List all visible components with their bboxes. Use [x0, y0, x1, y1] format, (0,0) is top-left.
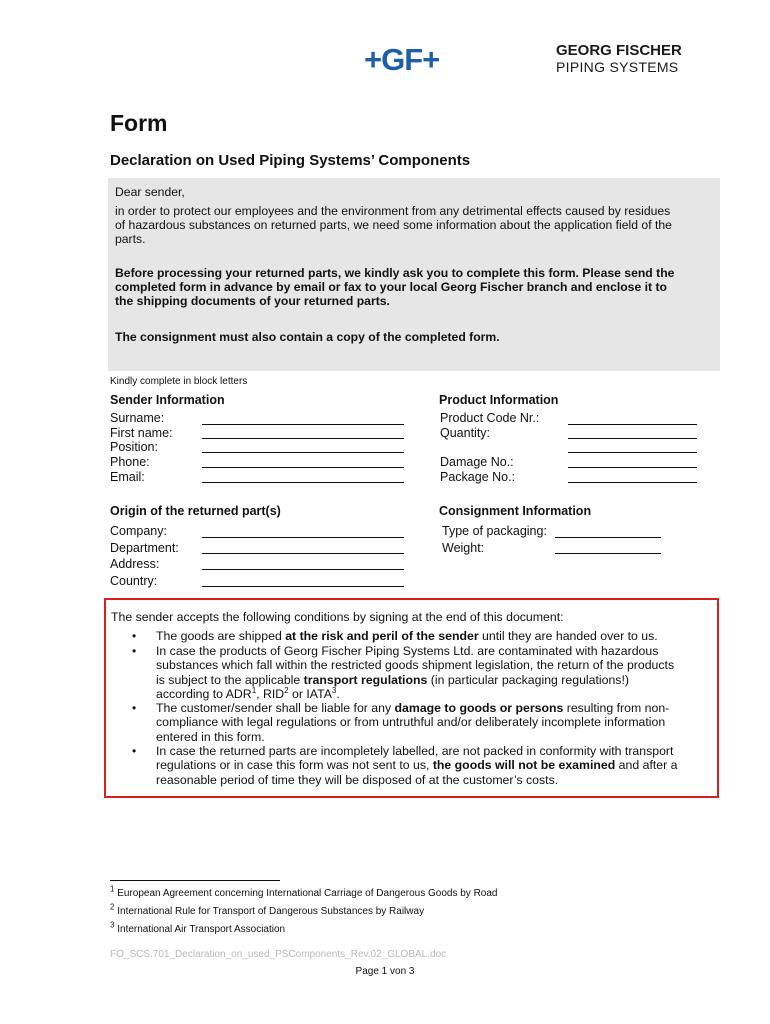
intro-line: The consignment must also contain a copy of the completed form.	[115, 330, 500, 344]
condition-3: The customer/sender shall be liable for any damage to goods or persons resulting from non- compliance with legal regulations or from untruthful and/or deliberately incomplete information entered in this form.	[156, 701, 670, 744]
address-field[interactable]	[202, 569, 404, 570]
address-label: Address:	[110, 557, 160, 571]
intro-line: in order to protect our employees and the environment from any detrimental effects caused by residues	[115, 204, 671, 218]
packaging-label: Type of packaging:	[442, 524, 547, 538]
damage-no-field[interactable]	[568, 467, 697, 468]
country-label: Country:	[110, 574, 158, 588]
bullet-icon: •	[132, 701, 137, 715]
country-field[interactable]	[202, 586, 404, 587]
position-field[interactable]	[202, 452, 404, 453]
product-info-heading: Product Information	[439, 393, 559, 407]
page-number: Page 1 von 3	[355, 966, 415, 977]
packaging-field[interactable]	[555, 537, 661, 538]
intro-line: completed form in advance by email or fax to your local Georg Fischer branch and enclose it to	[115, 280, 667, 294]
form-subtitle: Declaration on Used Piping Systems’ Components	[110, 152, 471, 169]
conditions-intro: The sender accepts the following conditions by signing at the end of this document:	[111, 610, 564, 624]
weight-field[interactable]	[555, 553, 661, 554]
package-no-field[interactable]	[568, 482, 697, 483]
product-code-label: Product Code Nr.:	[440, 411, 540, 425]
greeting: Dear sender,	[115, 185, 185, 199]
bullet-icon: •	[132, 629, 137, 643]
company-label: Company:	[110, 524, 167, 538]
bullet-icon: •	[132, 744, 137, 758]
department-field[interactable]	[202, 553, 404, 554]
condition-2: In case the products of Georg Fischer Piping Systems Ltd. are contaminated with hazardous substances which fall within the restricted goods shipment legislation, the return of the products is subject to the applicable transport regulations (in particular packaging regulations!) according to ADR$^1$, RID$^2$ or IATA$^3$.	[156, 644, 675, 701]
email-field[interactable]	[202, 482, 404, 483]
intro-line: the shipping documents of your returned parts.	[115, 294, 390, 308]
surname-field[interactable]	[202, 424, 404, 425]
instructions: Kindly complete in block letters	[110, 376, 248, 387]
quantity-field[interactable]	[568, 438, 697, 439]
conditions-box	[104, 598, 719, 798]
origin-heading: Origin of the returned part(s)	[110, 504, 281, 518]
position-label: Position:	[110, 440, 158, 454]
gf-logo: +GF+	[364, 42, 440, 77]
department-label: Department:	[110, 541, 179, 555]
package-no-label: Package No.:	[440, 470, 516, 484]
bullet-icon: •	[132, 644, 137, 658]
intro-box	[108, 178, 720, 371]
intro-line: of hazardous substances on returned parts, we need some information about the application field of the	[115, 218, 672, 232]
email-label: Email:	[110, 470, 145, 484]
consignment-heading: Consignment Information	[439, 504, 592, 518]
sender-info-heading: Sender Information	[110, 393, 225, 407]
weight-label: Weight:	[442, 541, 485, 555]
condition-1: The goods are shipped at the risk and peril of the sender until they are handed over to us.	[156, 629, 658, 643]
intro-line: parts.	[115, 232, 146, 246]
phone-label: Phone:	[110, 455, 150, 469]
company-division: PIPING SYSTEMS	[556, 59, 679, 75]
footnote-2: $^2$ International Rule for Transport of Dangerous Substances by Railway	[110, 902, 425, 917]
page-title: Form	[110, 110, 168, 136]
footnote-1: $^1$ European Agreement concerning International Carriage of Dangerous Goods by Road	[110, 884, 498, 899]
footnote-separator	[110, 880, 280, 881]
first-name-label: First name:	[110, 426, 173, 440]
company-name: GEORG FISCHER	[556, 42, 682, 59]
phone-field[interactable]	[202, 467, 404, 468]
quantity-label: Quantity:	[440, 426, 491, 440]
condition-4: In case the returned parts are incompletely labelled, are not packed in conformity with transport regulations or in case this form was not sent to us, the goods will not be examined and after a reasonable period of time they will be disposed of at the customer’s costs.	[156, 744, 678, 787]
product-extra-field[interactable]	[568, 452, 697, 453]
damage-no-label: Damage No.:	[440, 455, 514, 469]
product-code-field[interactable]	[568, 424, 697, 425]
company-field[interactable]	[202, 537, 404, 538]
document-filename: FO_SCS.701_Declaration_on_used_PSComponents_Rev.02_GLOBAL.doc	[110, 949, 447, 960]
first-name-field[interactable]	[202, 438, 404, 439]
intro-line: Before processing your returned parts, we kindly ask you to complete this form. Please send the	[115, 266, 675, 280]
surname-label: Surname:	[110, 411, 165, 425]
footnote-3: $^3$ International Air Transport Association	[110, 920, 286, 935]
